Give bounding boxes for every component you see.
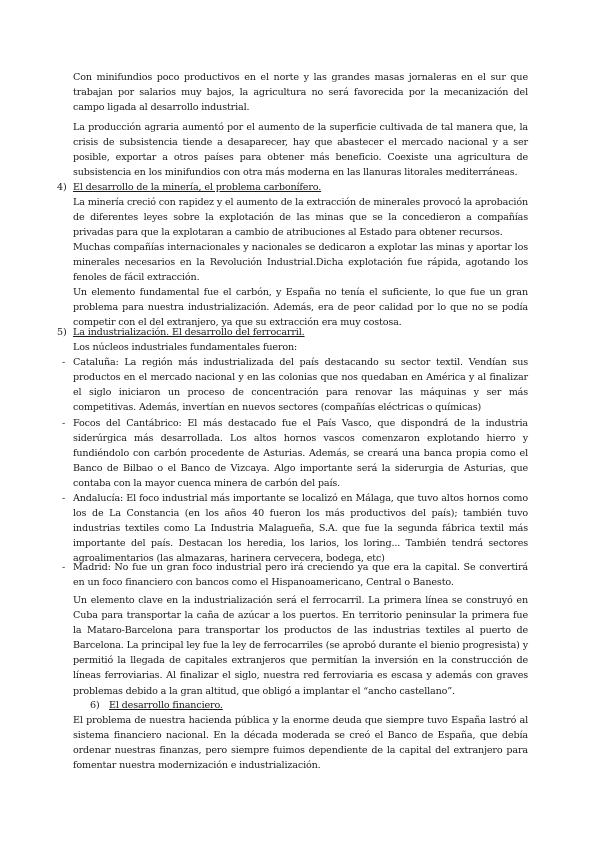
list-bullet: - [62, 493, 66, 504]
list-item-andalucia: Andalucía: El foco industrial más importante se localizó en Málaga, que tuvo altos hornos como los de La Constancia (en los años 40 fueron los más productivos del país); también tuvo industrias textiles como La Industria Malagueña, S.A. que fue la segunda fábrica textil más importante del país. Destacan los heredia, los larios, los loring... También tendrá sectores agroalimentarios (las almazaras, harinera cervecera, bodega, etc) [73, 493, 528, 565]
section-5-heading: La industrialización. El desarrollo del ferrocarril. [73, 327, 305, 338]
intro-paragraph-2: La producción agraria aumentó por el aumento de la superficie cultivada de tal manera que, la crisis de subsistencia tiende a desaparecer, hay que abastecer el mercado nacional y a ser posible, exportar a otros países para obtener más beneficio. Coexiste una agricultura de subsistencia en los minifundios con otra más moderna en las llanuras litorales mediterráneas. [73, 122, 528, 179]
section-6-paragraph-1: El problema de nuestra hacienda pública y la enorme deuda que siempre tuvo España lastró al sistema financiero nacional. En la década moderada se creó el Banco de España, que debía ordenar nuestras finanzas, pero siempre fuimos dependiente de la capital del extranjero para fomentar nuestra modernización e industrialización. [73, 715, 528, 772]
section-5-intro: Los núcleos industriales fundamentales fueron: [73, 342, 298, 353]
list-bullet: - [62, 562, 66, 573]
section-4-heading: El desarrollo de la minería, el problema carbonífero. [73, 182, 322, 193]
intro-paragraph-1: Con minifundios poco productivos en el norte y las grandes masas jornaleras en el sur que trabajan por salarios muy bajos, la agricultura no será favorecida por la mecanización del campo ligada al desarrollo industrial. [73, 72, 528, 114]
list-bullet: - [62, 357, 66, 368]
section-4-number: 4) [57, 182, 67, 193]
ferrocarril-paragraph: Un elemento clave en la industrialización será el ferrocarril. La primera línea se construyó en Cuba para transportar la caña de azúcar a los puertos. En territorio peninsular la primera fue la Mataro-Barcelona para transportar los productos de las industrias textiles al puerto de Barcelona. La principal ley fue la ley de ferrocarriles (se aprobó durante el bienio progresista) y permitió la llegada de capitales extranjeros que permitían la inversión en la construcción de líneas ferroviarias. Al finalizar el siglo, nuestra red ferroviaria es escasa y además con graves problemas debido a la gran altitud, que obligó a implantar el “ancho castellano”. [73, 595, 528, 697]
list-item-cantabrico: Focos del Cantábrico: El más destacado fue el País Vasco, que dispondrá de la industria siderúrgica más desarrollada. Los altos hornos vascos comenzaron explotando hierro y fundiéndolo con carbón procedente de Asturias. Además, se creará una banca propia como el Banco de Bilbao o el Banco de Vizcaya. Algo importante será la siderurgia de Asturias, que contaba con la mayor cuenca minera de carbón del país. [73, 418, 528, 490]
section-4-paragraph-3: Un elemento fundamental fue el carbón, y España no tenía el suficiente, lo que fue un gran problema para nuestra industrialización. Además, era de peor calidad por lo que no se podía competir con el del extranjero, ya que su extracción era muy costosa. [73, 287, 528, 329]
list-item-cataluna: Cataluña: La región más industrializada del país destacando su sector textil. Vendían sus productos en el mercado nacional y en las colonias que nos quedaban en América y al finalizar el siglo iniciaron un proceso de concentración para renovar las máquinas y ser más competitivas. Además, invertían en nuevos sectores (compañías eléctricas o químicas) [73, 357, 528, 414]
section-4-paragraph-1: La minería creció con rapidez y el aumento de la extracción de minerales provocó la aprobación de diferentes leyes sobre la explotación de las minas que se la concedieron a compañías privadas para que la explotaran a cambio de atribuciones al Estado para obtener recursos. [73, 197, 528, 239]
section-6-number: 6) [90, 700, 100, 711]
section-5-number: 5) [57, 327, 67, 338]
list-item-madrid: Madrid: No fue un gran foco industrial pero irá creciendo ya que era la capital. Se convertirá en un foco financiero con bancos como el Hispanoamericano, Central o Banesto. [73, 562, 528, 589]
section-4-paragraph-2: Muchas compañías internacionales y nacionales se dedicaron a explotar las minas y aportar los minerales necesarios en la Revolución Industrial.Dicha explotación fue rápida, agotando los fenoles de fácil extracción. [73, 242, 528, 284]
section-6-heading: El desarrollo financiero. [109, 700, 223, 711]
list-bullet: - [62, 418, 66, 429]
